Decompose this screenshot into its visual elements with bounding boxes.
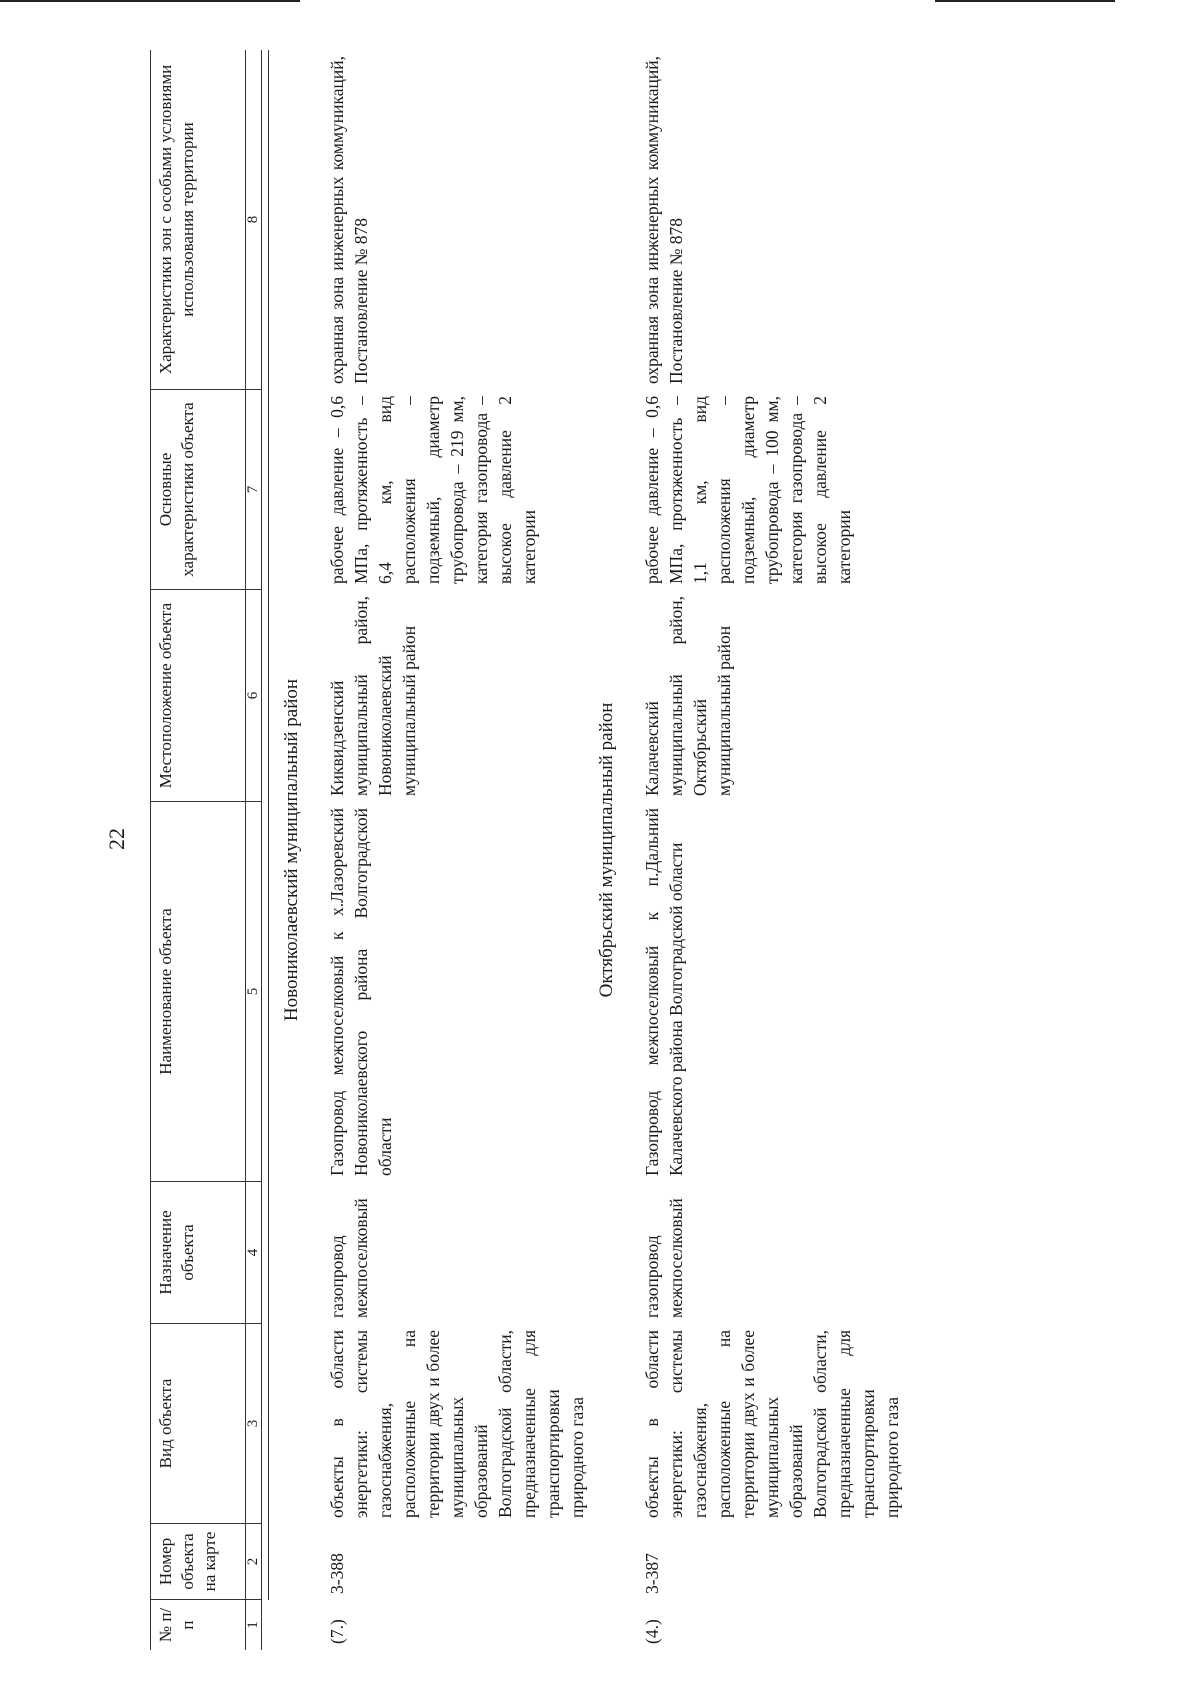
header-col-1: № п/п <box>156 1607 197 1643</box>
row-purpose: газопровод межпоселковый <box>327 1198 371 1318</box>
row-characteristics: рабочее давление – 0,6 МПа, протяженность – 6,4 км, вид расположения – подземный, диаметр трубопровода – 219 мм, категория газопровода – высокое давление 2 категории <box>327 396 539 584</box>
top-border-right <box>935 0 1115 2</box>
page-number: 22 <box>104 828 129 850</box>
section-title: Октябрьский муниципальный район <box>596 702 617 998</box>
colnum-2: 2 <box>245 1524 261 1600</box>
row-location: Калачевский муниципальный район, Октябрьский муниципальный район <box>642 596 734 796</box>
header-col-5: Наименование объекта <box>151 802 245 1182</box>
header-col-6: Местоположение объекта <box>151 590 245 802</box>
top-border-left <box>0 0 300 2</box>
colnum-3: 3 <box>245 1324 261 1524</box>
row-zones: охранная зона инженерных коммуникаций, Постановление № 878 <box>327 56 371 384</box>
header-col-7: Основные характеристики объекта <box>151 390 245 590</box>
row-location: Киквидзенский муниципальный район, Новониколаевский муниципальный район <box>327 596 419 796</box>
header-col-8: Характеристики зон с особыми условиями использования территории <box>151 50 245 390</box>
row-num: (7.) <box>327 1619 347 1644</box>
colnum-5: 5 <box>245 802 261 1182</box>
row-name: Газопровод межпоселковый к х.Лазоревский Новониколаевского района Волгоградской области <box>327 808 395 1176</box>
colnum-4: 4 <box>245 1182 261 1324</box>
header-col-3: Вид объекта <box>151 1324 245 1524</box>
row-kind: объекты в области энергетики: системы газоснабжения, расположенные на территории двух и более муниципальных образований Волгоградской области, предназначенные для транспортировки природного газа <box>327 1330 587 1518</box>
header-separator <box>268 50 269 1600</box>
colnum-1: 1 <box>245 1600 261 1650</box>
row-map-number: 3-387 <box>642 1553 662 1594</box>
table-header <box>150 50 262 1650</box>
row-zones: охранная зона инженерных коммуникаций, Постановление № 878 <box>642 56 686 384</box>
rotated-table <box>150 50 1030 1650</box>
colnum-7: 7 <box>245 390 261 590</box>
row-num: (4.) <box>642 1619 662 1644</box>
header-col-2: Номер объекта на карте <box>151 1524 245 1600</box>
row-map-number: 3-388 <box>327 1553 347 1594</box>
header-col-4: Назначение объекта <box>151 1182 245 1324</box>
section-title: Новониколаевский муниципальный район <box>281 678 302 1022</box>
row-name: Газопровод межпоселковый к п.Дальний Калачевского района Волгоградской области <box>642 808 686 1176</box>
row-purpose: газопровод межпоселковый <box>642 1198 686 1318</box>
colnum-6: 6 <box>245 590 261 802</box>
colnum-8: 8 <box>245 50 261 390</box>
row-characteristics: рабочее давление – 0,6 МПа, протяженность – 1,1 км, вид расположения – подземный, диаметр трубопровода – 100 мм, категория газопровода – высокое давление 2 категории <box>642 396 854 584</box>
row-kind: объекты в области энергетики: системы газоснабжения, расположенные на территории двух и более муниципальных образований Волгоградской области, предназначенные для транспортировки природного газа <box>642 1330 902 1518</box>
